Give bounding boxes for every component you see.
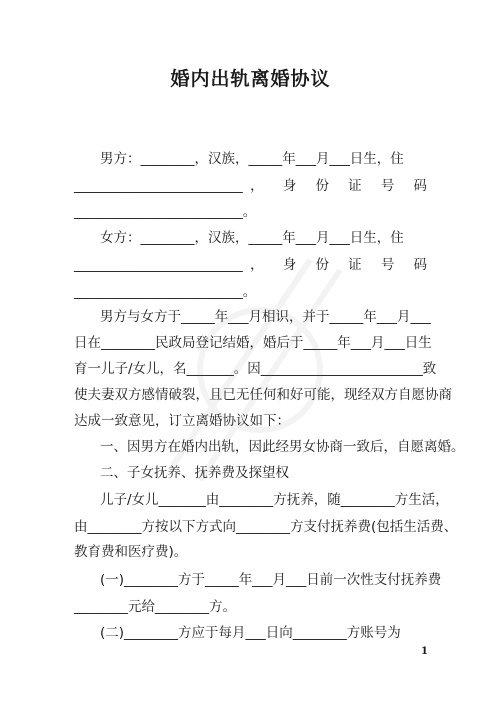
party-male-line-2: _________________________， 身 份 证 号 码 xyxy=(74,178,427,194)
custody-line-2: 由________方按以下方式向________方支付抚养费(包括生活费、 xyxy=(74,519,458,535)
preamble-line-3: 育一儿子/女儿，名_______。因________________________致 xyxy=(74,361,437,377)
party-male-line-3: _________________________。 xyxy=(74,204,257,220)
clause-2-heading: 二、子女抚养、抚养费及探望权 xyxy=(100,465,289,481)
clause-1: 一、因男方在婚内出轨，因此经男女协商一致后，自愿离婚。 xyxy=(100,439,465,455)
payment-item-1-line-1: (一)________方于_____年___月___日前一次性支付抚养费 xyxy=(100,572,442,588)
preamble-line-2: 日在________民政局登记结婚，婚后于_____年___月___日生 xyxy=(74,335,432,351)
payment-item-2-line-1: (二)________方应于每月___日向________方账号为 xyxy=(100,625,401,641)
preamble-line-4: 使夫妻双方感情破裂，且已无任何和好可能，现经双方自愿协商 xyxy=(74,387,452,403)
preamble-line-5: 达成一致意见，订立离婚协议如下： xyxy=(74,413,290,429)
preamble-line-1: 男方与女方于_____年___月相识，并于_____年___月___ xyxy=(100,309,431,325)
payment-item-1-line-2: ________元给________方。 xyxy=(74,599,236,615)
document-title: 婚内出轨离婚协议 xyxy=(170,68,331,90)
custody-line-3: 教育费和医疗费)。 xyxy=(74,544,188,560)
page-number: 1 xyxy=(421,646,428,657)
party-male-line-1: 男方：________，汉族，_____年___月___日生，住 xyxy=(100,151,404,167)
party-female-line-2: _________________________， 身 份 证 号 码 xyxy=(74,257,427,273)
party-female-line-3: _________________________。 xyxy=(74,284,257,300)
custody-line-1: 儿子/女儿_______由________方抚养，随________方生活， xyxy=(100,492,449,508)
party-female-line-1: 女方：________，汉族，_____年___月___日生，住 xyxy=(100,230,404,246)
